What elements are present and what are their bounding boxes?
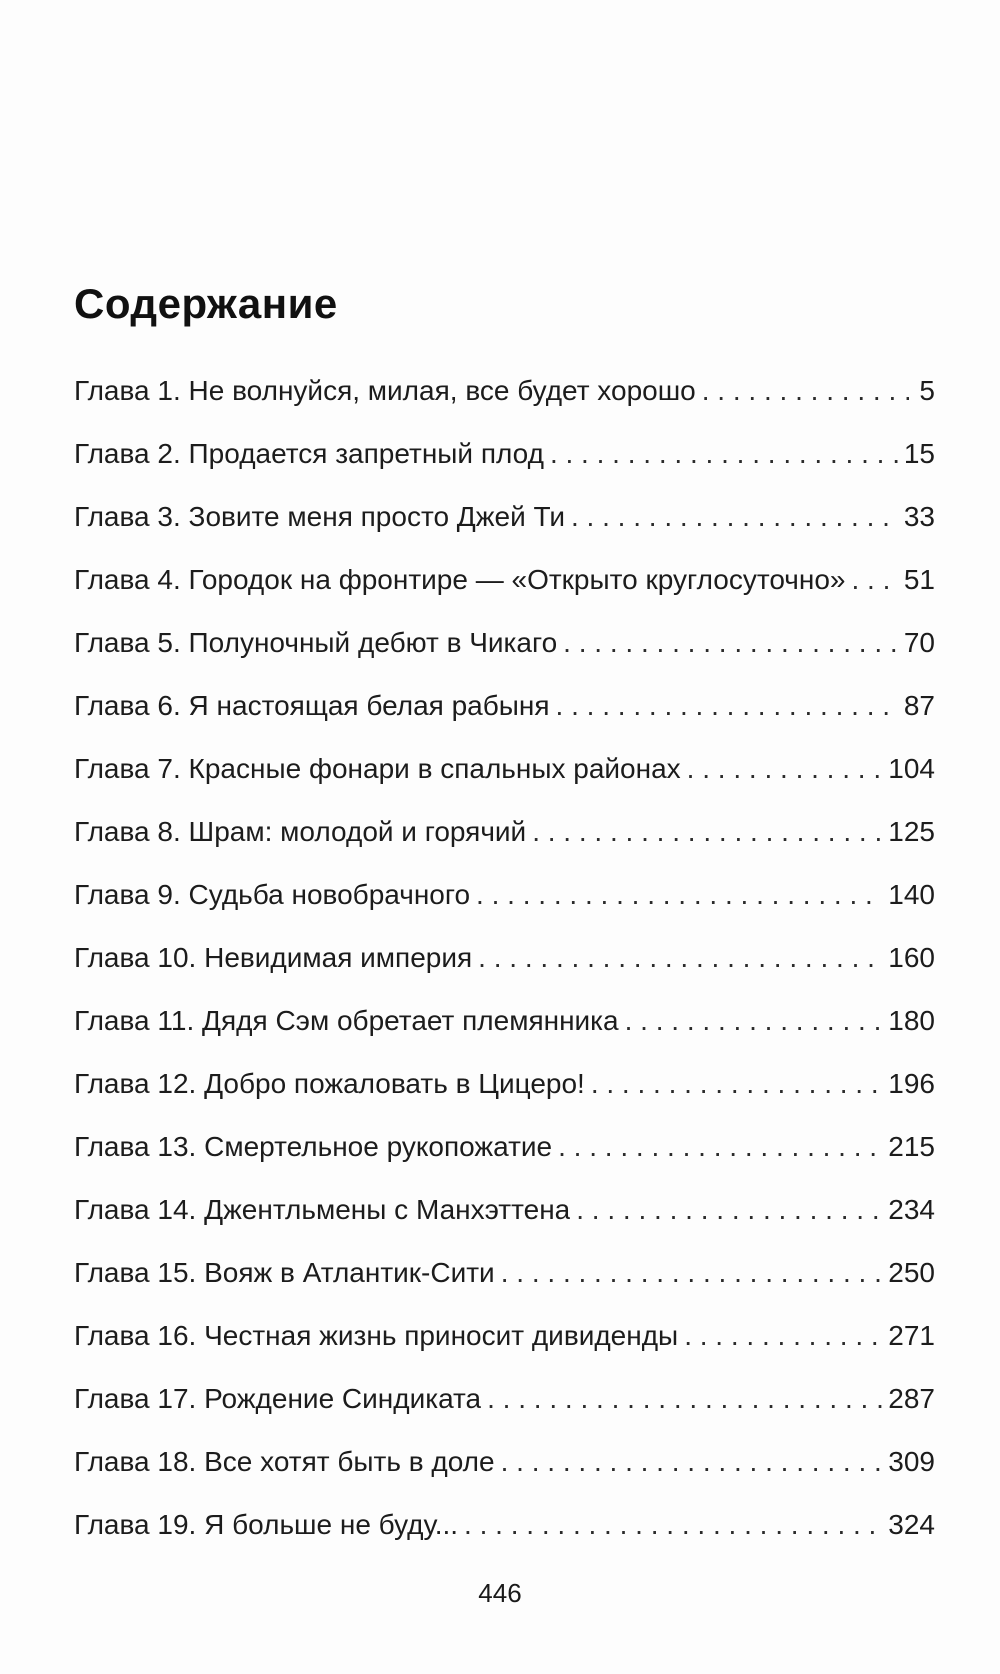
toc-entry-10: [74, 940, 935, 1003]
toc-entry-title: Глава 12. Добро пожаловать в Цицеро!: [74, 1068, 585, 1099]
dot-leader: [851, 562, 897, 598]
toc-entry-title: Глава 1. Не волнуйся, милая, все будет хорошо: [74, 375, 696, 406]
toc-entry-5: [74, 625, 935, 688]
toc-entry-page: 215: [888, 1131, 935, 1162]
dot-leader: [550, 436, 898, 472]
table-of-contents: [74, 373, 935, 1570]
toc-entry-title: Глава 9. Судьба новобрачного: [74, 879, 471, 910]
toc-entry-14: [74, 1192, 935, 1255]
toc-entry-3: [74, 499, 935, 562]
toc-entry-4: [74, 562, 935, 625]
dot-leader: [625, 1003, 883, 1039]
toc-entry-page: 70: [903, 627, 935, 658]
toc-entry-page: 234: [888, 1194, 935, 1225]
toc-entry-title: Глава 17. Рождение Синдиката: [74, 1383, 482, 1414]
dot-leader: [558, 1129, 882, 1165]
toc-entry-15: [74, 1255, 935, 1318]
dot-leader: [684, 1318, 882, 1354]
toc-entry-12: [74, 1066, 935, 1129]
page-title: Содержание: [74, 280, 338, 327]
toc-entry-title: Глава 16. Честная жизнь приносит дивиденды: [74, 1320, 679, 1351]
toc-entry-page: 104: [888, 753, 935, 784]
toc-entry-title: Глава 11. Дядя Сэм обретает племянника: [74, 1005, 619, 1036]
toc-entry-6: [74, 688, 935, 751]
toc-entry-7: [74, 751, 935, 814]
toc-entry-13: [74, 1129, 935, 1192]
toc-entry-page: 33: [903, 501, 935, 532]
toc-entry-title: Глава 14. Джентльмены с Манхэттена: [74, 1194, 571, 1225]
toc-entry-title: Глава 13. Смертельное рукопожатие: [74, 1131, 553, 1162]
toc-entry-page: 250: [888, 1257, 935, 1288]
toc-entry-page: 180: [888, 1005, 935, 1036]
toc-entry-page: 87: [903, 690, 935, 721]
dot-leader: [687, 751, 883, 787]
toc-entry-title: Глава 6. Я настоящая белая рабыня: [74, 690, 550, 721]
toc-entry-page: 287: [888, 1383, 935, 1414]
dot-leader: [591, 1066, 882, 1102]
dot-leader: [556, 688, 898, 724]
toc-entry-title: Глава 15. Вояж в Атлантик-Сити: [74, 1257, 495, 1288]
dot-leader: [702, 373, 909, 409]
toc-entry-page: 309: [888, 1446, 935, 1477]
dot-leader: [476, 877, 882, 913]
dot-leader: [478, 940, 882, 976]
toc-entry-8: [74, 814, 935, 877]
toc-entry-17: [74, 1381, 935, 1444]
toc-entry-title: Глава 2. Продается запретный плод: [74, 438, 544, 469]
toc-entry-page: 125: [888, 816, 935, 847]
toc-entry-2: [74, 436, 935, 499]
toc-entry-1: [74, 373, 935, 436]
toc-entry-title: Глава 18. Все хотят быть в доле: [74, 1446, 495, 1477]
dot-leader: [576, 1192, 882, 1228]
dot-leader: [532, 814, 882, 850]
toc-entry-title: Глава 3. Зовите меня просто Джей Ти: [74, 501, 565, 532]
toc-entry-title: Глава 10. Невидимая империя: [74, 942, 473, 973]
toc-entry-9: [74, 877, 935, 940]
toc-entry-title: Глава 4. Городок на фронтире — «Открыто круглосуточно»: [74, 564, 846, 595]
dot-leader: [464, 1507, 882, 1543]
toc-entry-page: 140: [888, 879, 935, 910]
toc-entry-16: [74, 1318, 935, 1381]
dot-leader: [487, 1381, 882, 1417]
dot-leader: [501, 1444, 883, 1480]
dot-leader: [563, 625, 898, 661]
toc-entry-11: [74, 1003, 935, 1066]
toc-entry-title: Глава 8. Шрам: молодой и горячий: [74, 816, 527, 847]
toc-entry-page: 160: [888, 942, 935, 973]
dot-leader: [501, 1255, 883, 1291]
toc-entry-18: [74, 1444, 935, 1507]
toc-entry-page: 51: [903, 564, 935, 595]
dot-leader: [571, 499, 898, 535]
toc-entry-title: Глава 7. Красные фонари в спальных районах: [74, 753, 681, 784]
toc-entry-page: 324: [888, 1509, 935, 1540]
toc-entry-page: 196: [888, 1068, 935, 1099]
toc-entry-page: 271: [888, 1320, 935, 1351]
toc-entry-19: [74, 1507, 935, 1570]
toc-entry-page: 5: [919, 375, 935, 406]
page-number: 446: [478, 1578, 522, 1608]
toc-entry-title: Глава 19. Я больше не буду...: [74, 1509, 459, 1540]
toc-entry-page: 15: [903, 438, 935, 469]
toc-entry-title: Глава 5. Полуночный дебют в Чикаго: [74, 627, 558, 658]
